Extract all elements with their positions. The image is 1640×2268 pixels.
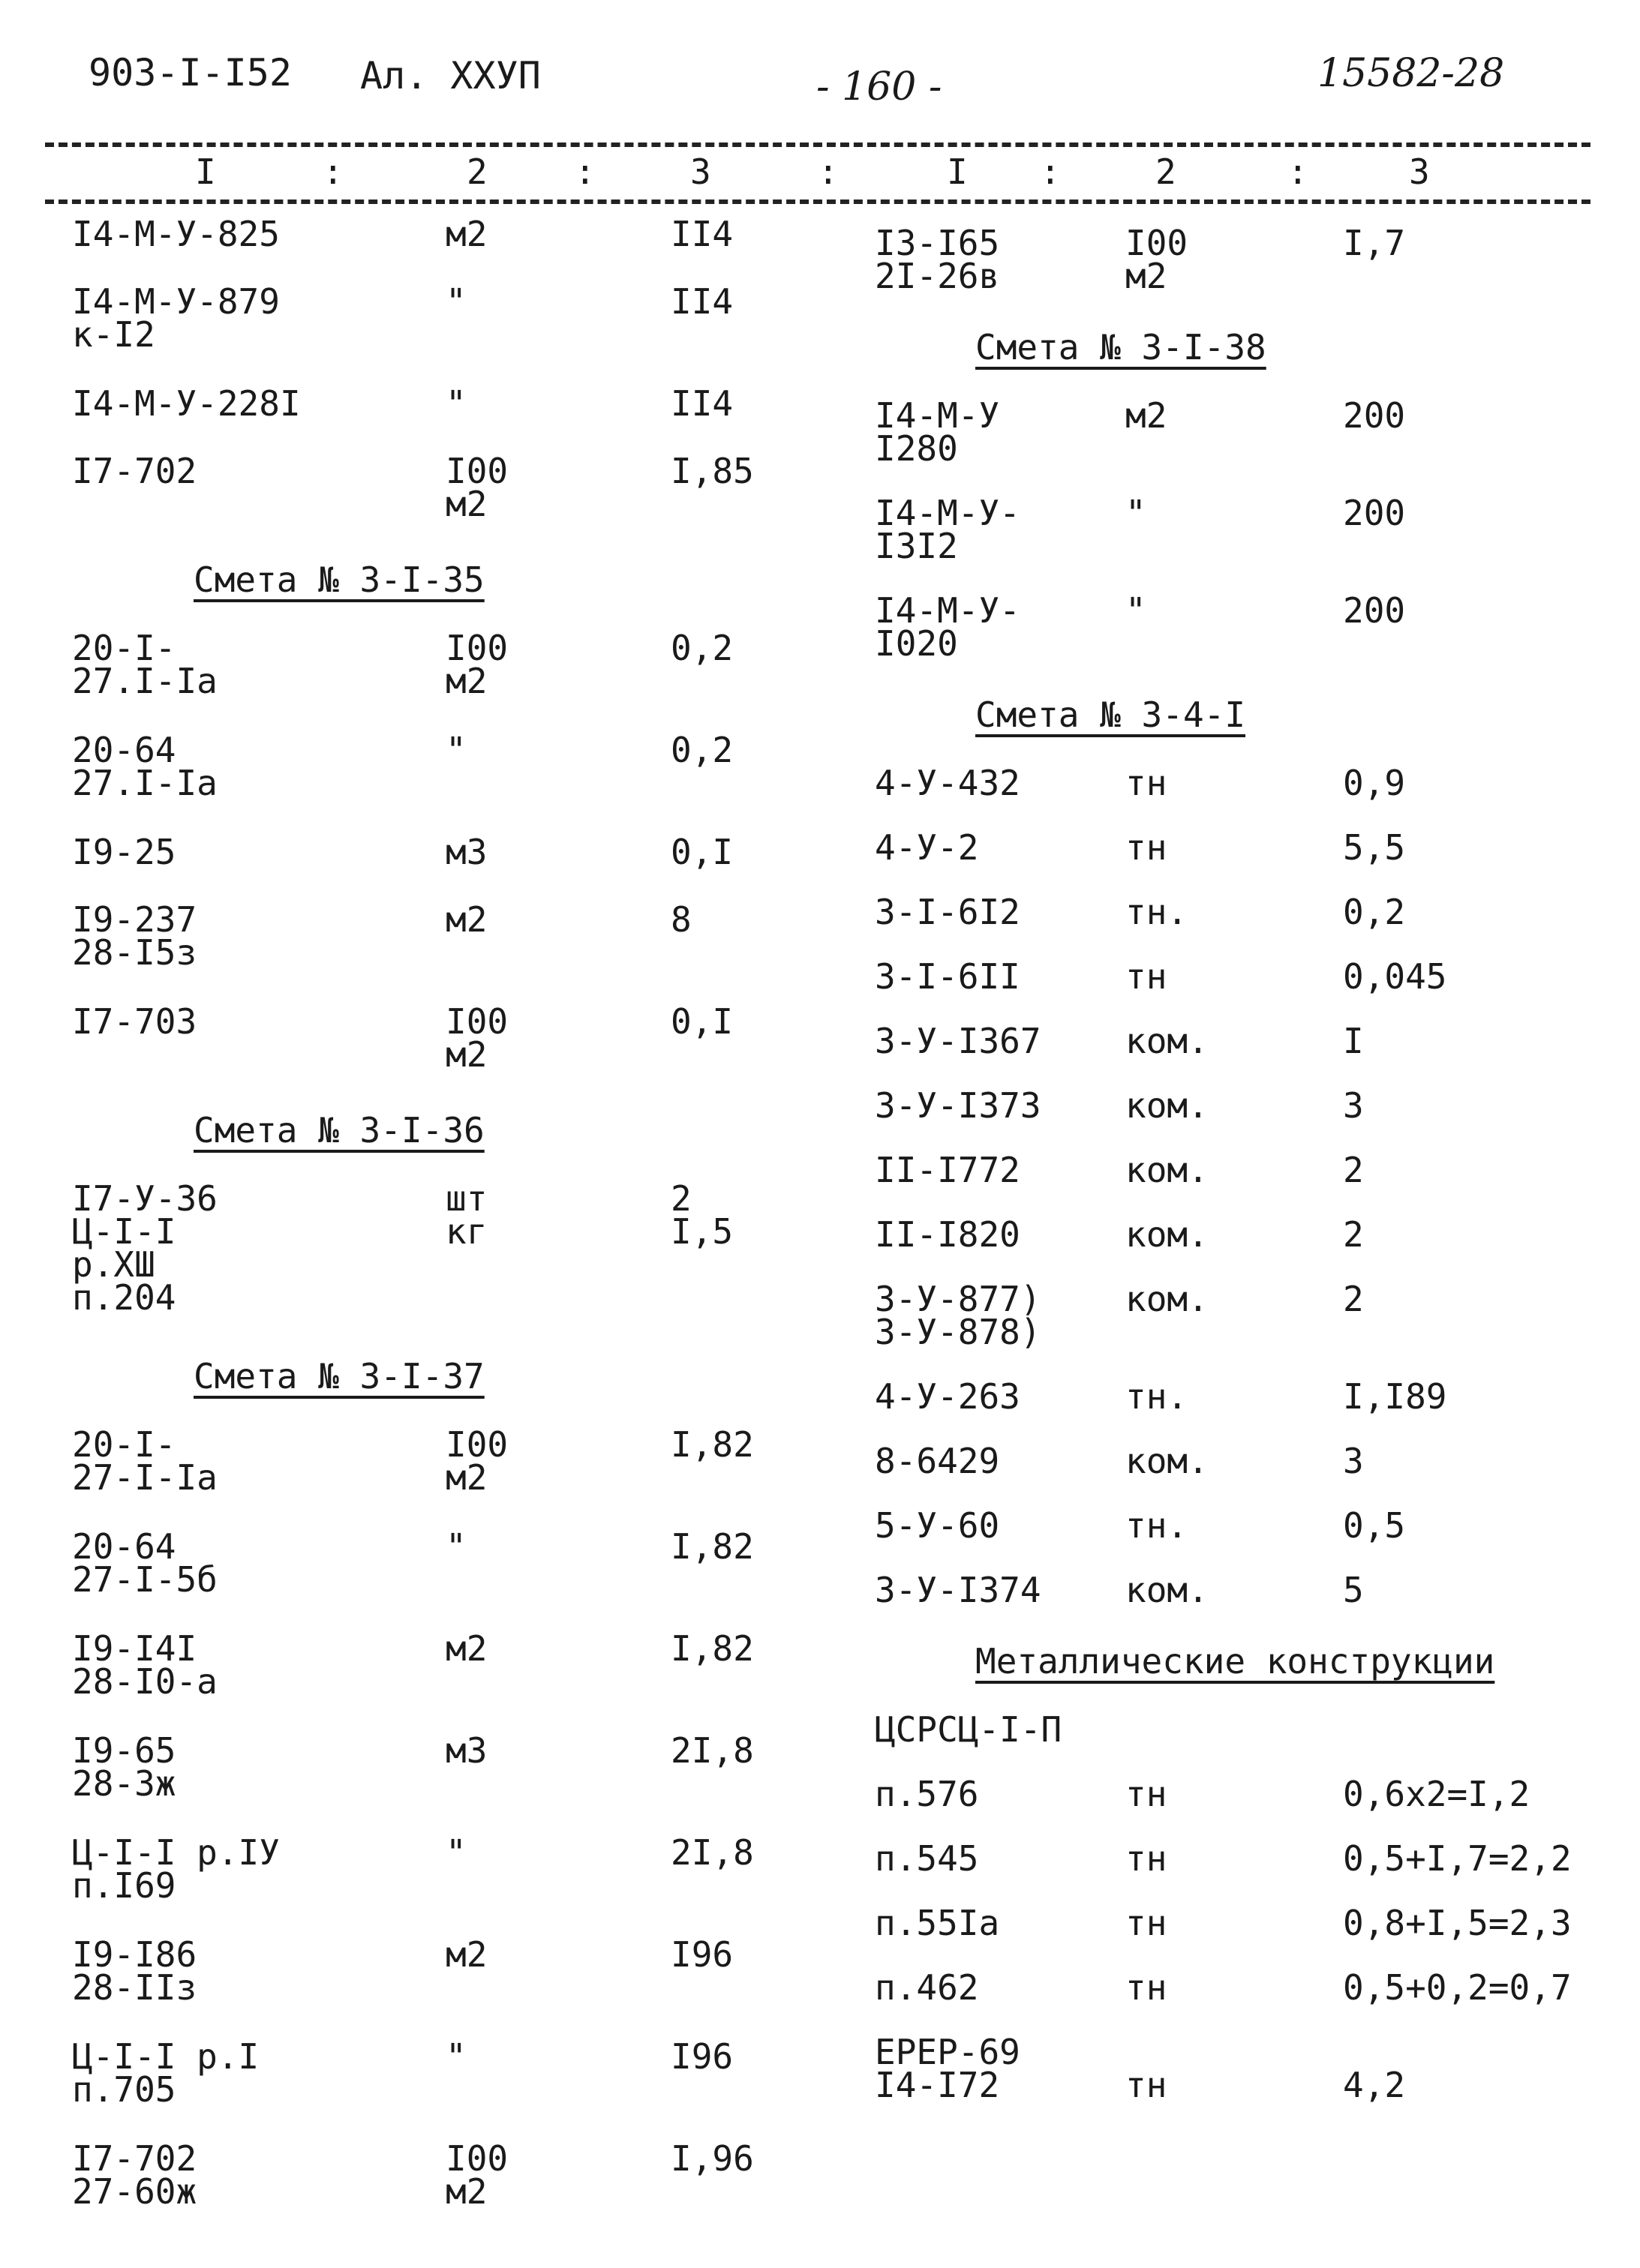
cell-code: Ц-I-I р.IУ п.I69	[72, 1832, 280, 1906]
cell-quantity: I,7	[1343, 223, 1406, 263]
header-rule-top	[45, 142, 1590, 147]
cell-quantity: 200	[1343, 395, 1406, 436]
cell-quantity: 2I,8	[671, 1832, 754, 1873]
cell-code: 4-У-432	[875, 763, 1020, 803]
cell-unit: I00 м2	[446, 628, 509, 701]
col-sep: :	[1287, 152, 1308, 192]
cell-unit: м2	[446, 899, 488, 940]
cell-code: 20-I- 27-I-Iа	[72, 1424, 218, 1498]
cell-unit: тн.	[1125, 1505, 1188, 1546]
cell-code: 4-У-263	[875, 1376, 1020, 1417]
col-head-left-2: 2	[467, 152, 488, 192]
cell-quantity: 0,6х2=I,2	[1343, 1774, 1530, 1814]
cell-quantity: I,85	[671, 451, 754, 491]
cell-code: 8-6429	[875, 1441, 1000, 1481]
cell-unit: м2	[1125, 395, 1167, 436]
col-head-right-2: 2	[1155, 152, 1176, 192]
sheet-reference: 15582-28	[1317, 51, 1505, 96]
cell-quantity: I96	[671, 2036, 734, 2077]
cell-quantity: 0,5+I,7=2,2	[1343, 1838, 1572, 1879]
estimate-section-title: Смета № 3-I-38	[975, 327, 1266, 368]
cell-code: I7-702	[72, 451, 197, 491]
cell-code: п.576	[875, 1774, 979, 1814]
cell-unit: м2	[446, 214, 488, 254]
cell-code: II-I820	[875, 1214, 1020, 1255]
cell-code: I4-M-У-879 к-I2	[72, 281, 280, 355]
cell-unit: ком.	[1125, 1570, 1209, 1610]
cell-quantity: 0,5	[1343, 1505, 1406, 1546]
cell-unit: I00 м2	[446, 1001, 509, 1075]
cell-quantity: 0,2	[671, 730, 734, 770]
col-head-right-1: I	[947, 152, 968, 192]
cell-unit: тн.	[1125, 1376, 1188, 1417]
col-head-left-3: 3	[690, 152, 711, 192]
cell-code: 3-I-6II	[875, 956, 1020, 997]
cell-code: п.545	[875, 1838, 979, 1879]
cell-unit: ком.	[1125, 1279, 1209, 1319]
cell-quantity: 8	[671, 899, 692, 940]
cell-code: I4-M-У- I3I2	[875, 493, 1020, 566]
cell-quantity: 4,2	[1343, 2065, 1406, 2105]
cell-quantity: 0,I	[671, 832, 734, 872]
cell-quantity: 0,2	[1343, 892, 1406, 932]
cell-quantity: 2	[1343, 1214, 1364, 1255]
cell-unit: тн	[1125, 827, 1167, 868]
cell-unit: I00 м2	[1125, 223, 1188, 296]
cell-code: II-I772	[875, 1150, 1020, 1190]
col-head-left-1: I	[195, 152, 216, 192]
cell-unit: м2	[446, 1934, 488, 1975]
cell-code: 3-У-I367	[875, 1021, 1041, 1061]
cell-unit: тн	[1125, 1967, 1167, 2008]
cell-unit: ком.	[1125, 1085, 1209, 1126]
cell-code: I9-25	[72, 832, 176, 872]
cell-unit: тн.	[1125, 892, 1188, 932]
cell-unit: тн	[1125, 1838, 1167, 1879]
cell-quantity: 2 I,5	[671, 1178, 734, 1252]
cell-code: 3-У-I373	[875, 1085, 1041, 1126]
cell-unit: "	[446, 2036, 467, 2077]
cell-unit: ком.	[1125, 1441, 1209, 1481]
cell-unit: "	[1125, 590, 1146, 631]
cell-code: ЦСРСЦ-I-П	[875, 1709, 1062, 1750]
cell-quantity: II4	[671, 281, 734, 322]
album-number: Ал. XXУП	[360, 54, 541, 98]
cell-code: 3-I-6I2	[875, 892, 1020, 932]
estimate-section-title: Смета № 3-I-36	[194, 1110, 485, 1150]
cell-unit: I00 м2	[446, 2138, 509, 2212]
cell-quantity: 5,5	[1343, 827, 1406, 868]
cell-unit: "	[446, 730, 467, 770]
cell-unit: тн	[1125, 1903, 1167, 1943]
cell-quantity: II4	[671, 383, 734, 424]
cell-unit: тн	[1125, 1774, 1167, 1814]
col-sep: :	[818, 152, 839, 192]
cell-unit: ком.	[1125, 1214, 1209, 1255]
cell-quantity: 200	[1343, 590, 1406, 631]
cell-quantity: I96	[671, 1934, 734, 1975]
cell-code: I4-M-У-825	[72, 214, 280, 254]
cell-code: 3-У-I374	[875, 1570, 1041, 1610]
estimate-section-title: Смета № 3-I-37	[194, 1356, 485, 1396]
cell-code: I3-I65 2I-26в	[875, 223, 1000, 296]
cell-code: I7-У-36 Ц-I-I р.XШ п.204	[72, 1178, 218, 1318]
cell-code: I9-I4I 28-I0-а	[72, 1628, 218, 1702]
cell-unit: "	[446, 1526, 467, 1567]
col-sep: :	[1040, 152, 1061, 192]
cell-code: I4-M-У I280	[875, 395, 1000, 469]
cell-code: ЕРЕР-69 I4-I72	[875, 2032, 1020, 2105]
cell-quantity: 3	[1343, 1085, 1364, 1126]
cell-unit: I00 м2	[446, 1424, 509, 1498]
cell-quantity: I	[1343, 1021, 1364, 1061]
cell-quantity: 0,2	[671, 628, 734, 668]
estimate-section-title: Смета № 3-4-I	[975, 694, 1246, 735]
cell-unit: м3	[446, 1730, 488, 1771]
cell-quantity: 0,9	[1343, 763, 1406, 803]
col-sep: :	[575, 152, 596, 192]
cell-code: 20-64 27-I-5б	[72, 1526, 218, 1600]
cell-quantity: I,I89	[1343, 1376, 1447, 1417]
cell-quantity: II4	[671, 214, 734, 254]
page-number: - 160 -	[816, 64, 942, 110]
cell-quantity: 0,8+I,5=2,3	[1343, 1903, 1572, 1943]
cell-code: п.462	[875, 1967, 979, 2008]
estimate-section-title: Металлические конструкции	[975, 1641, 1495, 1682]
cell-quantity: 200	[1343, 493, 1406, 533]
cell-unit: тн	[1125, 763, 1167, 803]
cell-quantity: 2I,8	[671, 1730, 754, 1771]
cell-quantity: 0,5+0,2=0,7	[1343, 1967, 1572, 2008]
cell-quantity: 0,045	[1343, 956, 1447, 997]
cell-code: Ц-I-I р.I п.705	[72, 2036, 260, 2110]
cell-quantity: 5	[1343, 1570, 1364, 1610]
cell-quantity: 0,I	[671, 1001, 734, 1042]
cell-unit: "	[446, 383, 467, 424]
cell-unit: ком.	[1125, 1150, 1209, 1190]
cell-quantity: I,96	[671, 2138, 754, 2179]
cell-code: 3-У-877) 3-У-878)	[875, 1279, 1041, 1352]
cell-unit: тн	[1125, 2065, 1167, 2105]
cell-unit: ком.	[1125, 1021, 1209, 1061]
cell-unit: м3	[446, 832, 488, 872]
cell-code: п.55Iа	[875, 1903, 1000, 1943]
cell-quantity: 3	[1343, 1441, 1364, 1481]
cell-code: I9-I86 28-IIз	[72, 1934, 197, 2008]
cell-unit: "	[446, 281, 467, 322]
cell-unit: I00 м2	[446, 451, 509, 524]
cell-code: 4-У-2	[875, 827, 979, 868]
cell-code: I9-65 28-3ж	[72, 1730, 176, 1804]
cell-quantity: I,82	[671, 1526, 754, 1567]
cell-code: 5-У-60	[875, 1505, 1000, 1546]
cell-code: I4-M-У-228I	[72, 383, 301, 424]
header-rule-bottom	[45, 200, 1590, 204]
col-sep: :	[323, 152, 344, 192]
cell-code: 20-I- 27.I-Iа	[72, 628, 218, 701]
doc-code: 903-I-I52	[89, 51, 292, 94]
cell-quantity: 2	[1343, 1279, 1364, 1319]
cell-quantity: 2	[1343, 1150, 1364, 1190]
cell-code: I7-702 27-60ж	[72, 2138, 197, 2212]
cell-unit: шт кг	[446, 1178, 488, 1252]
cell-unit: "	[446, 1832, 467, 1873]
cell-code: 20-64 27.I-Iа	[72, 730, 218, 803]
cell-quantity: I,82	[671, 1424, 754, 1465]
cell-code: I4-M-У- I020	[875, 590, 1020, 664]
cell-code: I7-703	[72, 1001, 197, 1042]
cell-unit: "	[1125, 493, 1146, 533]
cell-unit: м2	[446, 1628, 488, 1669]
cell-code: I9-237 28-I5з	[72, 899, 197, 973]
estimate-section-title: Смета № 3-I-35	[194, 560, 485, 600]
col-head-right-3: 3	[1409, 152, 1430, 192]
cell-quantity: I,82	[671, 1628, 754, 1669]
cell-unit: тн	[1125, 956, 1167, 997]
